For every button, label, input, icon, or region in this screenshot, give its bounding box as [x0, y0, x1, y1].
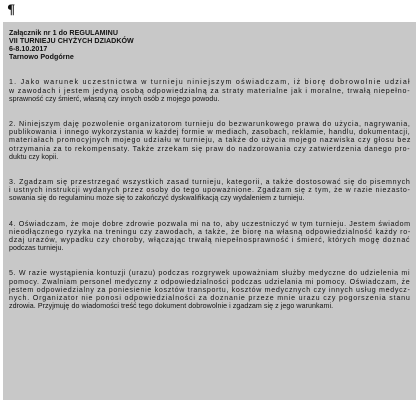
document-page: [3, 22, 416, 400]
paragraph-5: [9, 269, 410, 310]
tournament-name: VII TURNIEJU CHYŻYCH DZIADKÓW: [9, 37, 134, 46]
paragraph-2: [9, 120, 410, 161]
event-location: Tarnowo Podgórne: [9, 53, 74, 62]
paragraph-mark-glyph: ¶: [7, 3, 16, 18]
text-line: 3. Zgadzam się przestrzegać wszystkich zasad turnieju, kategorii, a także dostosować się do pisemnych: [9, 178, 411, 186]
text-line: zdrowia. Przyjmuję do wiadomości treść tego dokument dobrowolnie i zgadzam się z jego warunkami.: [9, 302, 334, 311]
text-line: duktu czy kopii.: [9, 152, 59, 161]
annex-title: Załącznik nr 1 do REGULAMINU: [9, 29, 119, 37]
text-line: sowania się do regulaminu może się to zakończyć dyskwalifikacją czy wydaleniem z turnieju.: [9, 194, 305, 203]
text-line: dzaj urazów, wypadku czy choroby, włączając trwałą niepełnosprawność i śmierć, których mogę doznać: [9, 236, 411, 245]
text-line: materiałach promocyjnych mojego udziału w turnieju, a także do użycia mojego nazwiska czy głosu bez: [9, 136, 412, 145]
text-line: nieodłącznego ryzyka na treningu czy zawodach, a także, że biorę na własną odpowiedzialność każdy ro-: [9, 227, 411, 236]
paragraph-3: [9, 178, 410, 203]
paragraph-1: [9, 78, 410, 103]
text-line: 1. Jako warunek uczestnictwa w turnieju niniejszym oświadczam, iż biorę dobrowolnie udział: [9, 78, 411, 87]
text-line: 5. W razie wystąpienia kontuzji (urazu) podczas rozgrywek upoważniam służby medyczne do udzielenia mi: [9, 269, 411, 278]
text-line: pomocy. Zwalniam personel medyczny z odpowiedzialności podczas udzielania mi pomocy. Oświadczam, że: [9, 277, 411, 286]
text-line: otrzymania za to rekompensaty. Także zrzekam się praw do nadzorowania czy zatwierdzenia danego pro-: [9, 144, 411, 153]
text-line: 4. Oświadczam, że moje dobre zdrowie pozwala mi na to, aby uczestniczyć w tym turnieju. Jestem świadom: [9, 219, 411, 228]
text-line: publikowania i innego wykorzystania w każdej formie w mediach, zasobach, reklamie, handlu, dokumentacji,: [9, 128, 411, 137]
text-line: i ustnych instrukcji wydanych przez osoby do tego upoważnione. Zgadzam się z tym, że w razie niezasto-: [9, 186, 411, 195]
event-dates: 6-8.10.2017: [9, 45, 48, 54]
text-line: podczas turnieju.: [9, 244, 64, 253]
text-line: w zawodach i jestem jedyną osobą odpowiedzialną za straty materialne jak i moralne, trwałą niepełno-: [9, 86, 411, 95]
text-line: sprawność czy śmierć, własną czy innych osób z mojego powodu.: [9, 94, 220, 103]
paragraph-4: [9, 220, 410, 253]
text-line: jestem odpowiedzialny za poniesienie kosztów transportu, kosztów medycznych czy innych usług medycz-: [9, 285, 411, 294]
text-line: 2. Niniejszym daję pozwolenie organizatorom turnieju do bezwarunkowego prawa do użycia, nagrywania,: [9, 119, 411, 128]
document-header: [9, 29, 410, 61]
text-line: nych. Organizator nie ponosi odpowiedzialności za doznanie przeze mnie urazu czy pogorszenia stanu: [9, 294, 411, 303]
